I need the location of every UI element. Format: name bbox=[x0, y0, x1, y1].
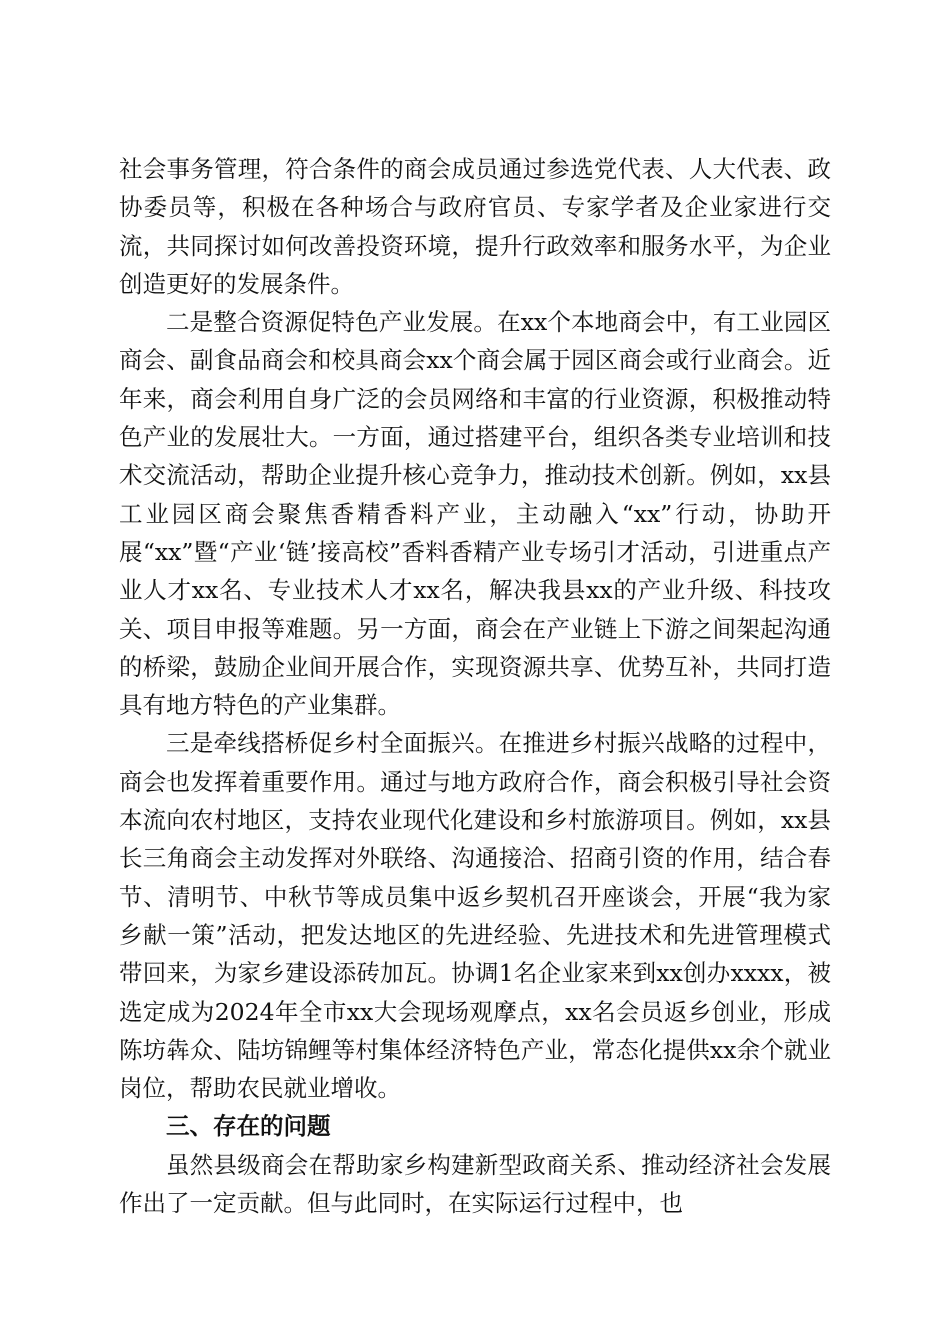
document-page bbox=[119, 150, 831, 1222]
paragraph-continuation: 社会事务管理，符合条件的商会成员通过参选党代表、人大代表、政协委员等，积极在各种场合与政府官员、专家学者及企业家进行交流，共同探讨如何改善投资环境，提升行政效率和服务水平，为企业创造更好的发展条件。 bbox=[119, 155, 831, 298]
paragraph-rural-revitalization: 三是牵线搭桥促乡村全面振兴。在推进乡村振兴战略的过程中，商会也发挥着重要作用。通过与地方政府合作，商会积极引导社会资本流向农村地区，支持农业现代化建设和乡村旅游项目。例如，xx县长三角商会主动发挥对外联络、沟通接洽、招商引资的作用，结合春节、清明节、中秋节等成员集中返乡契机召开座谈会，开展“我为家乡献一策”活动，把发达地区的先进经验、先进技术和先进管理模式带回来，为家乡建设添砖加瓦。协调1名企业家来到xx创办xxxx，被选定成为2024年全市xx大会现场观摩点，xx名会员返乡创业，形成陈坊犇众、陆坊锦鲤等村集体经济特色产业，常态化提供xx余个就业岗位，帮助农民就业增收。 bbox=[119, 729, 831, 1103]
section-heading: 三、存在的问题 bbox=[166, 1112, 331, 1141]
paragraph-problems-intro: 虽然县级商会在帮助家乡构建新型政商关系、推动经济社会发展作出了一定贡献。但与此同时，在实际运行过程中，也 bbox=[119, 1150, 831, 1218]
paragraph-industry-development: 二是整合资源促特色产业发展。在xx个本地商会中，有工业园区商会、副食品商会和校具商会xx个商会属于园区商会或行业商会。近年来，商会利用自身广泛的会员网络和丰富的行业资源，积极推动特色产业的发展壮大。一方面，通过搭建平台，组织各类专业培训和技术交流活动，帮助企业提升核心竞争力，推动技术创新。例如，xx县工业园区商会聚焦香精香料产业，主动融入“xx”行动，协助开展“xx”暨“产业‘链’接高校”香料香精产业专场引才活动，引进重点产业人才xx名、专业技术人才xx名，解决我县xx的产业升级、科技攻关、项目申报等难题。另一方面，商会在产业链上下游之间架起沟通的桥梁，鼓励企业间开展合作，实现资源共享、优势互补，共同打造具有地方特色的产业集群。 bbox=[119, 308, 831, 720]
